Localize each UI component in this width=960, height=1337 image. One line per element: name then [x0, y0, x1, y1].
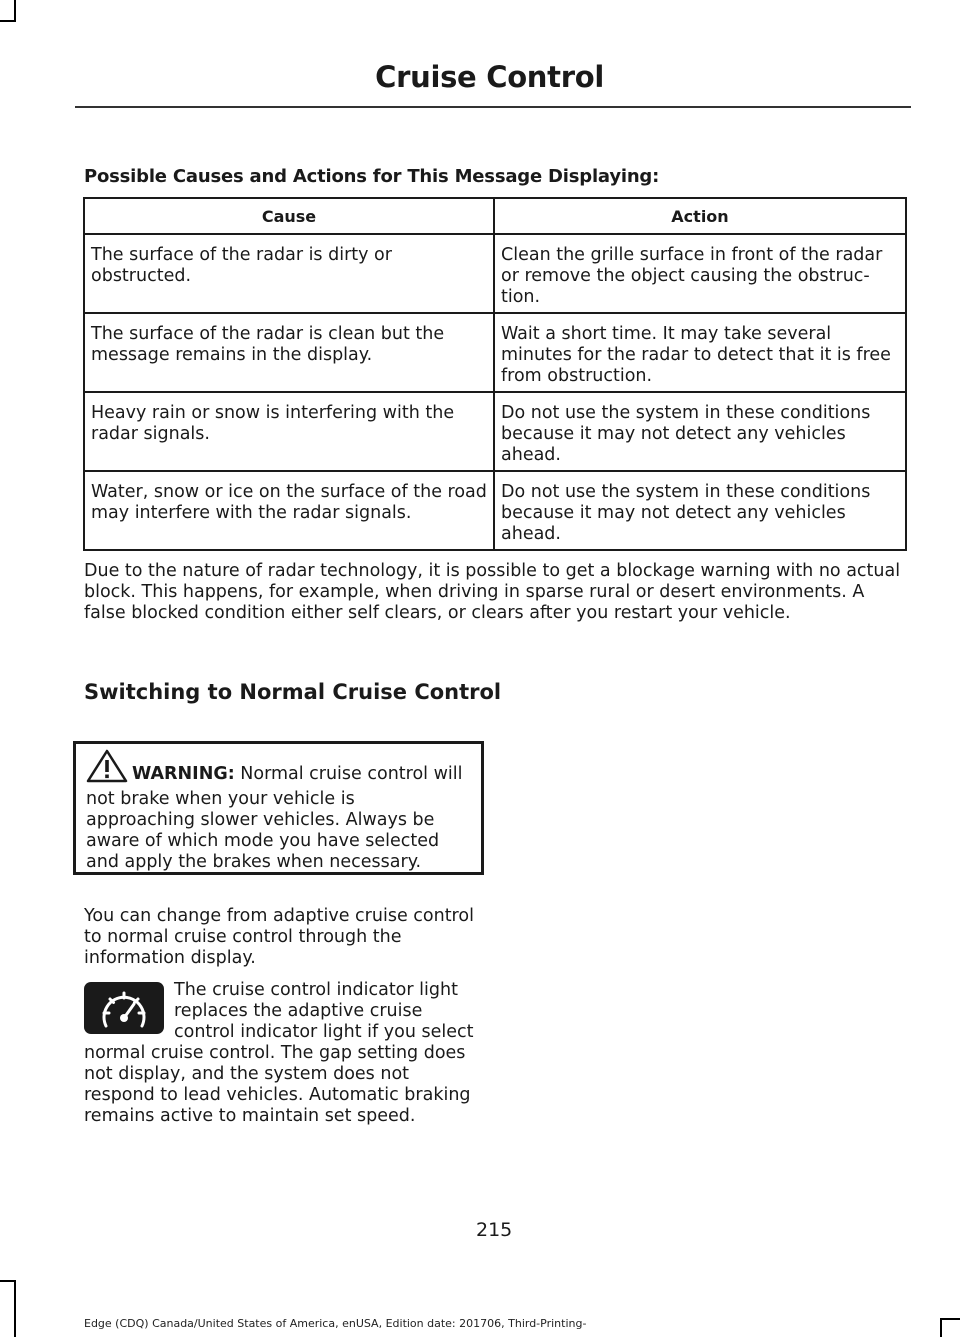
header-divider: [75, 106, 911, 108]
cause-cell: The surface of the radar is dirty or obstructed.: [84, 234, 494, 313]
crop-mark: [14, 0, 16, 20]
edition-footer: Edge (CDQ) Canada/United States of America, enUSA, Edition date: 201706, Third-Printing-: [84, 1317, 587, 1330]
action-cell: Clean the grille surface in front of the radar or remove the object causing the obstruc- tion.: [494, 234, 906, 313]
indicator-paragraph: The cruise control indicator light replaces the adaptive cruise control indicator light if you select normal cruise control. The gap setting does not display, and the system does not respond to lead vehicles. Automatic braking remains active to maintain set speed.: [84, 980, 474, 1126]
crop-mark: [0, 20, 16, 22]
switching-heading: Switching to Normal Cruise Control: [84, 680, 502, 704]
page-number: 215: [476, 1219, 513, 1241]
page-title: Cruise Control: [375, 60, 604, 94]
table-header-row: [84, 198, 906, 234]
crop-mark: [0, 1280, 16, 1282]
column-header-cause: Cause: [84, 198, 494, 234]
cause-cell: Water, snow or ice on the surface of the road may interfere with the radar signals.: [84, 471, 494, 550]
table-row: [84, 313, 906, 392]
crop-mark: [14, 1280, 16, 1337]
crop-mark: [940, 1318, 942, 1337]
radar-blockage-note: Due to the nature of radar technology, it is possible to get a blockage warning with no actual block. This happens, for example, when driving in sparse rural or desert environments. A false blocked condition either self clears, or clears after you restart your vehicle.: [84, 561, 901, 623]
action-cell: Wait a short time. It may take several minutes for the radar to detect that it is free from obstruction.: [494, 313, 906, 392]
change-mode-paragraph: You can change from adaptive cruise control to normal cruise control through the information display.: [84, 906, 474, 968]
action-cell: Do not use the system in these conditions because it may not detect any vehicles ahead.: [494, 471, 906, 550]
cause-cell: The surface of the radar is clean but the message remains in the display.: [84, 313, 494, 392]
table-row: [84, 392, 906, 471]
crop-mark: [942, 1318, 960, 1320]
causes-actions-table: [83, 197, 907, 551]
table-row: [84, 234, 906, 313]
action-cell: Do not use the system in these conditions because it may not detect any vehicles ahead.: [494, 392, 906, 471]
warning-triangle-icon: [86, 749, 128, 789]
warning-text: Normal cruise control will not brake when your vehicle is approaching slower vehicles. Always be aware of which mode you have selected and apply the brakes when necessary.: [86, 764, 463, 872]
causes-heading: Possible Causes and Actions for This Message Displaying:: [84, 166, 660, 187]
cruise-control-indicator-icon: [84, 982, 164, 1034]
warning-label: WARNING:: [132, 764, 235, 784]
table-row: [84, 471, 906, 550]
warning-box: [73, 741, 484, 875]
column-header-action: Action: [494, 198, 906, 234]
cause-cell: Heavy rain or snow is interfering with the radar signals.: [84, 392, 494, 471]
indicator-paragraph-block: [84, 980, 476, 1127]
